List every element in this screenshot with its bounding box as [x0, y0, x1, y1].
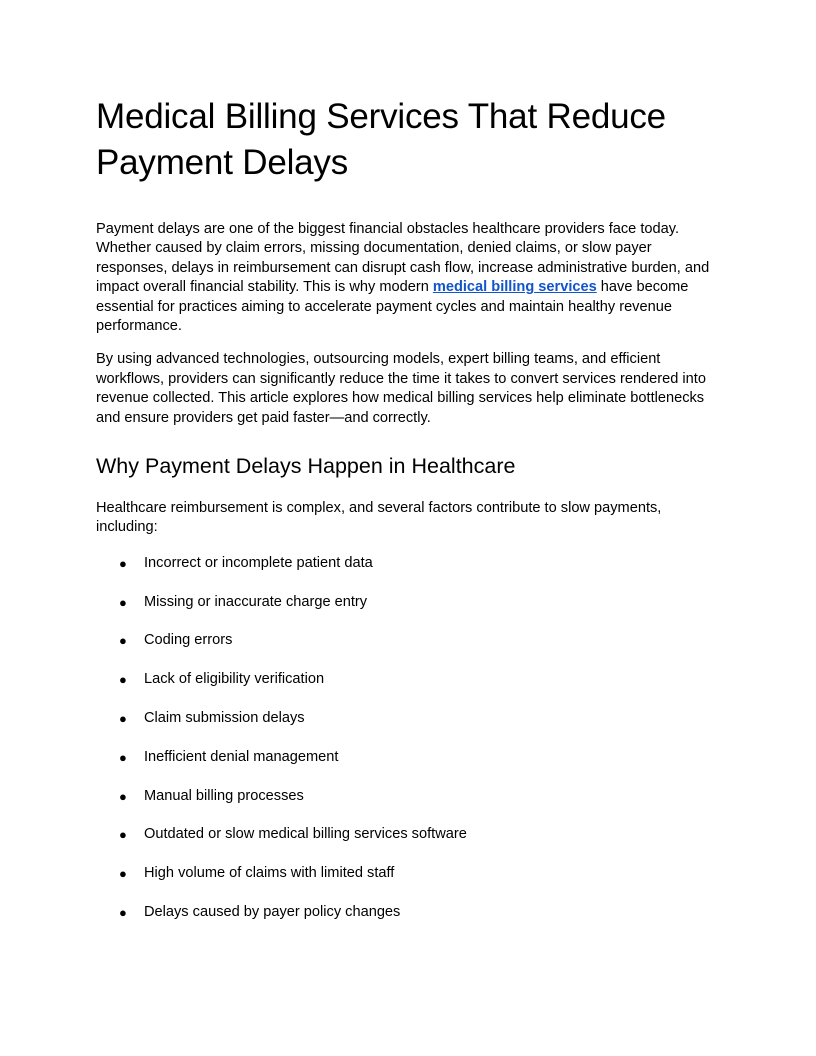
bullet-icon: ●	[119, 594, 127, 610]
paragraph-intro-text-2: have become essential for practices aiming to accelerate payment cycles and maintain healthy revenue performance.	[96, 279, 689, 335]
paragraph-technologies: By using advanced technologies, outsourcing models, expert billing teams, and efficient workflows, providers can significantly reduce the time it takes to convert services rendered into revenue collected. This article explores how medical billing services help eliminate bottlenecks and ensure providers get paid faster—and correctly.	[96, 351, 706, 426]
list-item	[96, 631, 720, 650]
bullet-icon: ●	[119, 866, 127, 882]
bullet-icon: ●	[119, 904, 127, 920]
list-item	[96, 825, 720, 844]
medical-billing-services-link[interactable]: medical billing services	[432, 279, 597, 296]
bullet-icon: ●	[119, 555, 127, 571]
payment-delay-factors-list	[96, 554, 720, 922]
list-item	[96, 709, 720, 728]
list-item-text: Delays caused by payer policy changes	[144, 903, 401, 920]
list-item	[96, 593, 720, 612]
section-heading: Why Payment Delays Happen in Healthcare	[96, 454, 516, 479]
paragraph-intro	[96, 220, 720, 336]
bullet-icon: ●	[119, 788, 127, 804]
bullet-icon: ●	[119, 827, 127, 843]
list-item-text: Claim submission delays	[144, 710, 305, 726]
list-item	[96, 903, 720, 922]
list-item-text: Missing or inaccurate charge entry	[144, 593, 368, 610]
list-item	[96, 748, 720, 767]
bullet-icon: ●	[119, 711, 127, 726]
list-item-text: Outdated or slow medical billing services software	[144, 826, 467, 843]
document-page	[96, 94, 720, 942]
page-title: Medical Billing Services That Reduce Payment Delays	[96, 97, 666, 182]
list-item	[96, 554, 720, 573]
list-item	[96, 787, 720, 806]
list-item-text: Incorrect or incomplete patient data	[144, 554, 373, 571]
list-item	[96, 864, 720, 883]
list-item-text: Inefficient denial management	[144, 748, 339, 765]
list-item-text: Lack of eligibility verification	[144, 671, 325, 688]
list-item-text: Coding errors	[144, 632, 233, 649]
bullet-icon: ●	[119, 749, 127, 765]
bullet-icon: ●	[119, 633, 127, 649]
list-item	[96, 670, 720, 689]
paragraph-intro-text-1: Payment delays are one of the biggest financial obstacles healthcare providers face today. Whether caused by claim errors, missing documentation, denied claims, or slow payer responses, delays in reimbursement can disrupt cash flow, increase administrative burden, and impact overall financial stability. This is why modern	[96, 221, 710, 296]
list-item-text: High volume of claims with limited staff	[144, 865, 395, 882]
list-item-text: Manual billing processes	[144, 787, 304, 804]
bullet-icon: ●	[119, 672, 127, 688]
section-intro: Healthcare reimbursement is complex, and several factors contribute to slow payments, including:	[96, 500, 662, 536]
